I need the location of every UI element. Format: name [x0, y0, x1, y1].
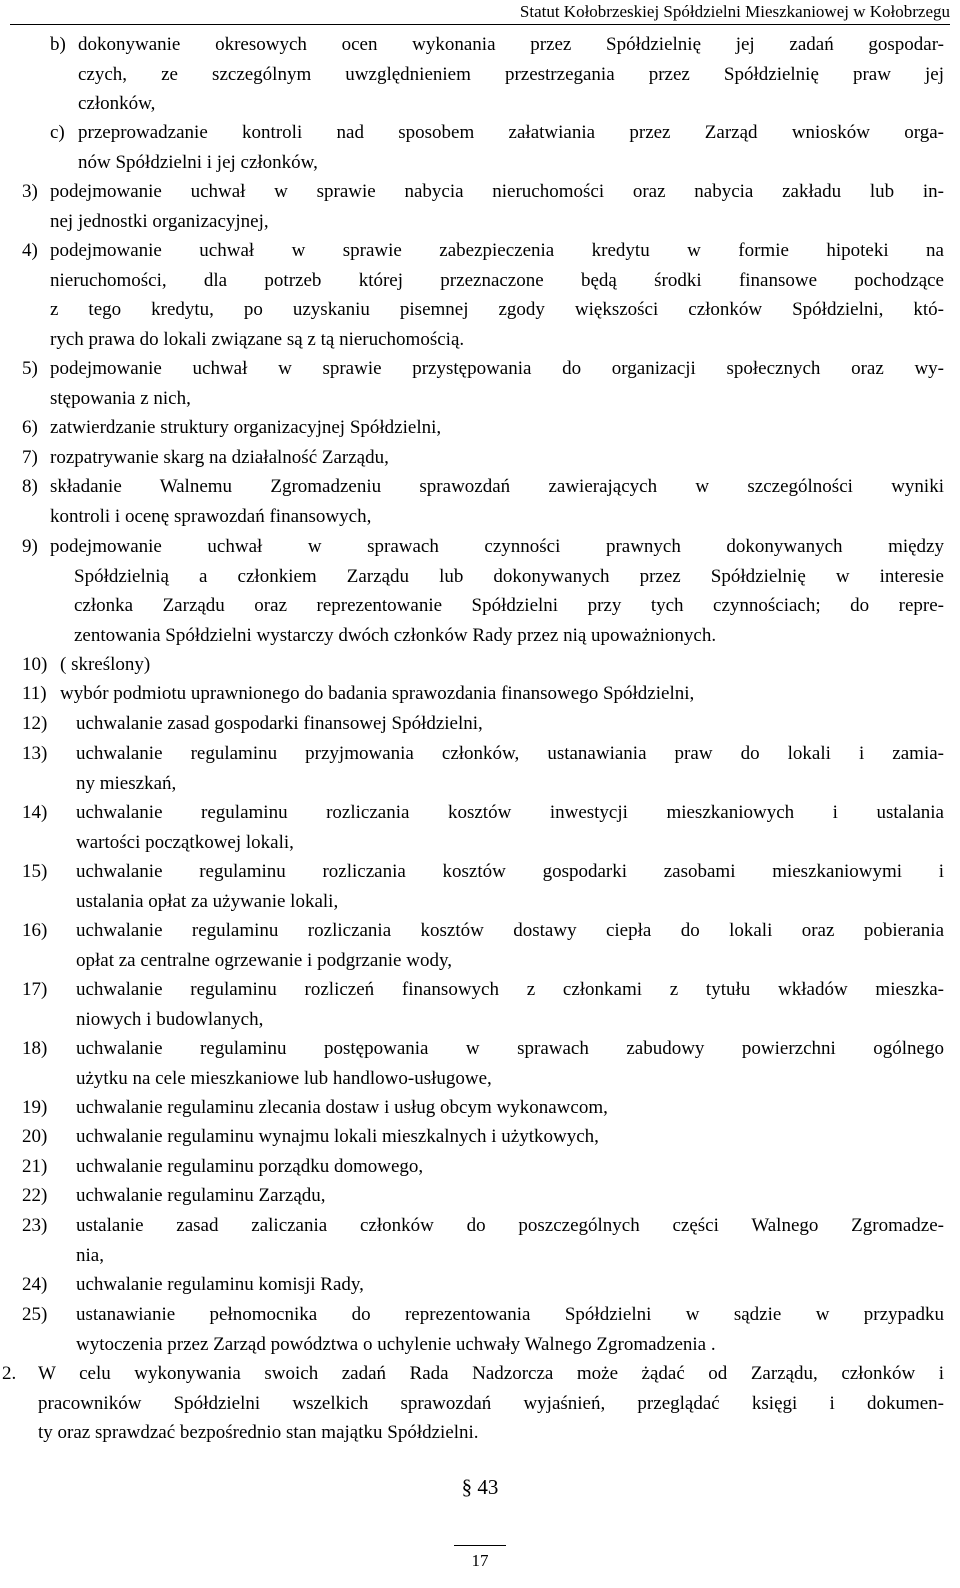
list-item-line: dokonywanie okresowych ocen wykonania przez Spółdzielnię jej zadań gospodar- — [78, 34, 944, 55]
footer-rule — [454, 1545, 506, 1546]
list-item — [0, 354, 960, 413]
list-item-line: kontroli i ocenę sprawozdań finansowych, — [50, 505, 372, 527]
list-item-number: 9) — [22, 536, 38, 557]
list-item-number: 18) — [22, 1038, 48, 1059]
list-item-line: wartości początkowej lokali, — [76, 831, 294, 853]
list-item-line: uchwalanie regulaminu wynajmu lokali mieszkalnych i użytkowych, — [76, 1126, 599, 1147]
list-item — [0, 236, 960, 354]
list-item — [0, 798, 960, 857]
list-item — [0, 413, 960, 443]
section-heading — [0, 1475, 960, 1500]
list-item-line: nów Spółdzielni i jej członków, — [78, 151, 318, 173]
list-item-line: stępowania z nich, — [50, 387, 191, 409]
list-item-number: 25) — [22, 1304, 48, 1325]
section-number: 43 — [477, 1475, 499, 1499]
list-item-line: ( skreślony) — [60, 654, 151, 675]
list-item-line: podejmowanie uchwał w sprawie przystępowania do organizacji społecznych oraz wy- — [50, 358, 944, 379]
list-item-line: uchwalanie regulaminu porządku domowego, — [76, 1156, 424, 1177]
list-item-line: Spółdzielnią a członkiem Zarządu lub dokonywanych przez Spółdzielnię w interesie — [74, 565, 944, 587]
list-item — [0, 1093, 960, 1123]
list-item-line: W celu wykonywania swoich zadań Rada Nadzorcza może żądać od Zarządu, członków i — [38, 1363, 944, 1384]
list-item-number: 11) — [22, 683, 47, 704]
list-item — [0, 532, 960, 650]
list-item-line: uchwalanie regulaminu zlecania dostaw i usług obcym wykonawcom, — [76, 1097, 608, 1118]
list-item-line: podejmowanie uchwał w sprawie nabycia nieruchomości oraz nabycia zakładu lub in- — [50, 181, 944, 202]
list-item — [0, 30, 960, 119]
list-item-line: nia, — [76, 1244, 104, 1266]
list-item-line: rych prawa do lokali związane są z tą nieruchomością. — [50, 328, 465, 350]
list-item — [0, 118, 960, 177]
list-item — [0, 916, 960, 975]
list-item-number: 16) — [22, 920, 48, 941]
list-item-line: uchwalanie regulaminu rozliczania kosztów inwestycji mieszkaniowych i ustalania — [76, 802, 944, 823]
list-item-number: 22) — [22, 1185, 48, 1206]
list-item-line: pracowników Spółdzielni wszelkich sprawozdań wyjaśnień, przeglądać księgi i dokumen- — [38, 1392, 944, 1414]
list-item-number: 2. — [2, 1363, 17, 1384]
list-item-line: ustalanie zasad zaliczania członków do poszczególnych części Walnego Zgromadze- — [76, 1215, 944, 1236]
list-item-number: 24) — [22, 1274, 48, 1295]
list-item-line: podejmowanie uchwał w sprawach czynności prawnych dokonywanych między — [50, 536, 944, 557]
list-item-line: członków, — [78, 93, 156, 114]
list-item-number: 17) — [22, 979, 48, 1000]
page-header: Statut Kołobrzeskiej Spółdzielni Mieszkaniowej w Kołobrzegu — [10, 2, 950, 25]
list-item-number: 3) — [22, 181, 38, 202]
list-item — [0, 1181, 960, 1211]
list-item-number: 6) — [22, 417, 38, 438]
list-item — [0, 975, 960, 1034]
list-item-line: zentowania Spółdzielni wystarczy dwóch członków Rady przez nią upoważnionych. — [74, 624, 717, 646]
list-item — [0, 472, 960, 531]
list-item-line: opłat za centralne ogrzewanie i podgrzanie wody, — [76, 949, 452, 971]
list-item-line: uchwalanie regulaminu komisji Rady, — [76, 1274, 364, 1295]
list-item-line: użytku na cele mieszkaniowe lub handlowo-usługowe, — [76, 1067, 492, 1089]
list-item-line: uchwalanie regulaminu postępowania w sprawach zabudowy powierzchni ogólnego — [76, 1038, 944, 1059]
list-item — [0, 1270, 960, 1300]
list-item-number: 19) — [22, 1097, 48, 1118]
list-item-line: ny mieszkań, — [76, 772, 177, 794]
list-item-number: 4) — [22, 240, 38, 261]
list-item-line: rozpatrywanie skarg na działalność Zarządu, — [50, 447, 389, 468]
list-item-number: 12) — [22, 713, 48, 734]
list-item-line: ustanawianie pełnomocnika do reprezentowania Spółdzielni w sądzie w przypadku — [76, 1304, 944, 1325]
list-item-number: 13) — [22, 743, 48, 764]
list-item-number: 20) — [22, 1126, 48, 1147]
list-item-number: 8) — [22, 476, 38, 497]
list-item — [0, 739, 960, 798]
list-item — [0, 679, 960, 709]
list-item — [0, 1152, 960, 1182]
list-item — [0, 1122, 960, 1152]
list-item — [0, 1359, 960, 1448]
list-item-number: 15) — [22, 861, 48, 882]
list-item-number: 7) — [22, 447, 38, 468]
list-item — [0, 1211, 960, 1270]
list-item-line: czych, ze szczególnym uwzględnieniem przestrzegania przez Spółdzielnię praw jej — [78, 63, 944, 85]
list-item-line: nieruchomości, dla potrzeb której przeznaczone będą środki finansowe pochodzące — [50, 269, 944, 291]
list-item-line: składanie Walnemu Zgromadzeniu sprawozdań zawierających w szczególności wyniki — [50, 476, 944, 497]
list-item — [0, 857, 960, 916]
list-item-line: ty oraz sprawdzać bezpośrednio stan majątku Spółdzielni. — [38, 1422, 479, 1443]
list-item — [0, 709, 960, 739]
list-item-line: uchwalanie regulaminu przyjmowania członków, ustanawiania praw do lokali i zamia- — [76, 743, 944, 764]
list-item-number: 5) — [22, 358, 38, 379]
list-item-line: z tego kredytu, po uzyskaniu pisemnej zgody większości członków Spółdzielni, któ- — [50, 299, 944, 320]
list-item-line: uchwalanie regulaminu rozliczania kosztów gospodarki zasobami mieszkaniowymi i — [76, 861, 944, 882]
list-item-line: uchwalanie regulaminu rozliczeń finansowych z członkami z tytułu wkładów mieszka- — [76, 979, 944, 1000]
list-item-line: przeprowadzanie kontroli nad sposobem załatwiania przez Zarząd wniosków orga- — [78, 122, 944, 143]
list-item-number: 14) — [22, 802, 48, 823]
list-item — [0, 443, 960, 473]
list-item-number: 10) — [22, 654, 48, 675]
list-item-line: wybór podmiotu uprawnionego do badania sprawozdania finansowego Spółdzielni, — [60, 683, 695, 704]
list-item-line: uchwalanie regulaminu rozliczania kosztów dostawy ciepła do lokali oraz pobierania — [76, 920, 944, 941]
list-item-line: ustalania opłat za używanie lokali, — [76, 890, 339, 912]
list-item-line: niowych i budowlanych, — [76, 1008, 264, 1030]
list-item-number: b) — [50, 34, 66, 55]
list-item — [0, 1034, 960, 1093]
list-item-line: zatwierdzanie struktury organizacyjnej Spółdzielni, — [50, 417, 442, 438]
list-item — [0, 1300, 960, 1359]
page-number: 17 — [471, 1551, 489, 1570]
list-item-line: wytoczenia przez Zarząd powództwa o uchylenie uchwały Walnego Zgromadzenia . — [76, 1333, 716, 1355]
list-item — [0, 650, 960, 680]
list-item-line: podejmowanie uchwał w sprawie zabezpieczenia kredytu w formie hipoteki na — [50, 240, 944, 261]
list-item-number: c) — [50, 122, 65, 143]
list-item-line: nej jednostki organizacyjnej, — [50, 210, 269, 232]
list-item-number: 21) — [22, 1156, 48, 1177]
list-item-line: członka Zarządu oraz reprezentowanie Spółdzielni przy tych czynnościach; do repre- — [74, 595, 944, 616]
list-item-number: 23) — [22, 1215, 48, 1236]
list-item — [0, 177, 960, 236]
list-item-line: uchwalanie zasad gospodarki finansowej Spółdzielni, — [76, 713, 483, 734]
section-symbol: § — [461, 1475, 473, 1499]
list-item-line: uchwalanie regulaminu Zarządu, — [76, 1185, 326, 1206]
